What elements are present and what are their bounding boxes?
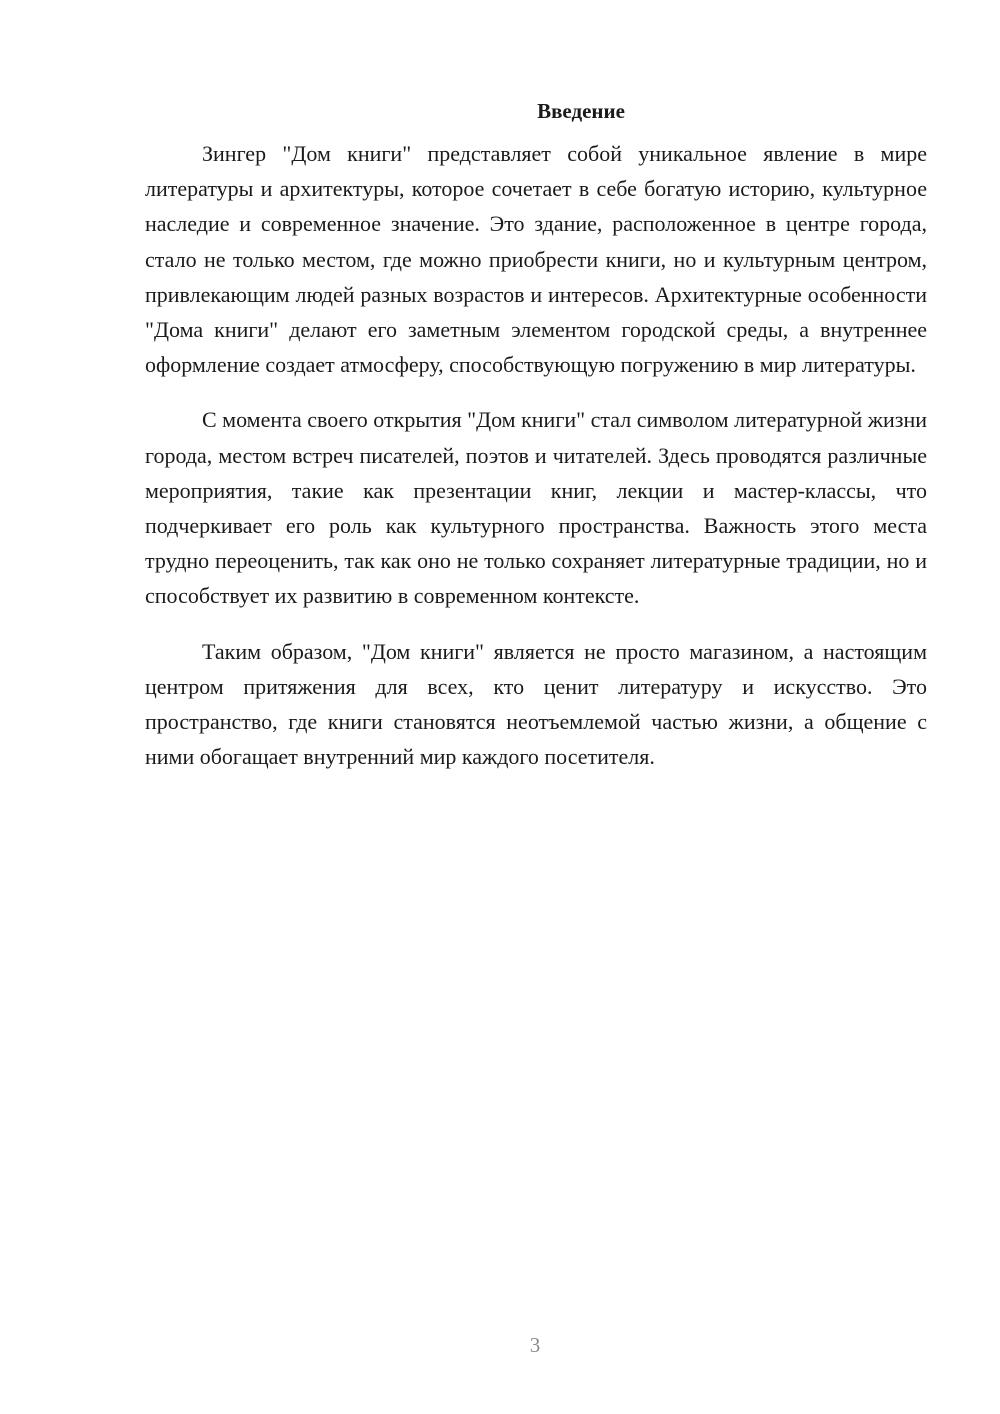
paragraph-2: С момента своего открытия "Дом книги" стал символом литературной жизни города, местом встреч писателей, поэтов и читателей. Здесь проводятся различные мероприятия, такие как презентации книг, лекции и мастер-классы, что подчеркивает его роль как культурного пространства. Важность этого места трудно переоценить, так как оно не только сохраняет литературные традиции, но и способствует их развитию в современном контексте. (145, 407, 927, 609)
paragraph-3: Таким образом, "Дом книги" является не просто магазином, а настоящим центром притяжения для всех, кто ценит литературу и искусство. Это пространство, где книги становятся неотъемлемой частью жизни, а общение с ними обогащает внутренний мир каждого посетителя. (145, 638, 927, 770)
page-title: Введение (537, 99, 625, 123)
page-number: 3 (529, 1333, 541, 1357)
page-content (145, 96, 927, 794)
paragraph-1: Зингер "Дом книги" представляет собой уникальное явление в мире литературы и архитектуры, которое сочетает в себе богатую историю, культурное наследие и современное значение. Это здание, расположенное в центре города, стало не только местом, где можно приобрести книги, но и культурным центром, привлекающим людей разных возрастов и интересов. Архитектурные особенности "Дома книги" делают его заметным элементом городской среды, а внутреннее оформление создает атмосферу, способствующую погружению в мир литературы. (145, 141, 927, 378)
